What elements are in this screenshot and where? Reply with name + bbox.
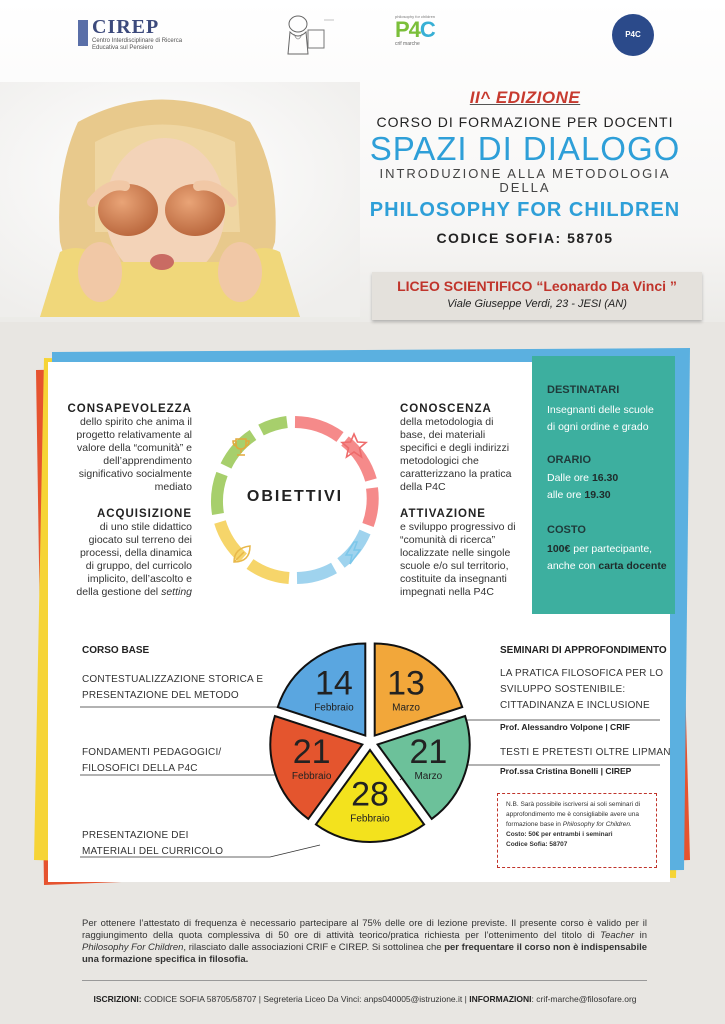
p4c-wordmark-a: P4 [395, 17, 420, 42]
p4c-logo [395, 14, 445, 60]
cirep-name: CIREP [92, 16, 160, 38]
costo-carta: carta docente [598, 560, 667, 572]
cirep-logo [78, 16, 188, 52]
nb-line-2: approfondimento me è consigliabile avere una [506, 811, 639, 818]
consapevolezza-line: mediato [154, 481, 192, 493]
orario-from-label: Dalle ore [547, 472, 592, 484]
p4c-small-text: philosophy for children [395, 14, 436, 19]
acquisizione-last-italic: setting [161, 586, 192, 598]
university-seal-logo [612, 14, 654, 56]
course-subtitle-2: PHILOSOPHY FOR CHILDREN [369, 199, 681, 221]
objectives-center-label: OBIETTIVI [246, 488, 344, 505]
seminar-2-professor: Prof.ssa Cristina Bonelli | CIREP [500, 766, 632, 776]
date-day-label: 21 [409, 732, 448, 771]
base-item-1 [82, 672, 263, 704]
contacts-line [80, 994, 650, 1004]
child-with-eggs-photo [0, 82, 360, 317]
attivazione-title: ATTIVAZIONE [400, 508, 486, 520]
costo-text [547, 541, 672, 575]
conoscenza-line: base, dei materiali [400, 429, 486, 441]
info-sidebox [532, 356, 675, 614]
venue-box [372, 272, 702, 320]
objective-consapevolezza [60, 403, 192, 494]
p4c-wordmark-b: C [419, 17, 435, 42]
acquisizione-line: di uno stile didattico [99, 521, 192, 533]
course-code: CODICE SOFIA: 58705 [436, 230, 614, 246]
seminar-item-2 [500, 745, 671, 761]
base-item-3 [82, 828, 223, 860]
acquisizione-last-text: della gestione del [76, 586, 162, 598]
orario-text [547, 470, 672, 504]
base-item-2-line-2: FILOSOFICI DELLA P4C [82, 763, 198, 774]
nb-line-3 [506, 820, 648, 830]
costo-anche: anche con [547, 560, 599, 572]
cirep-mark-icon [78, 20, 88, 46]
attendance-bold: per frequentare il corso non è indispensabile una formazione specifica in filosofia. [82, 942, 648, 965]
consapevolezza-line: valore della “comunità” e [77, 442, 192, 454]
seminar-1-professor: Prof. Alessandro Volpone | CRIF [500, 722, 630, 732]
orario-to-label: alle ore [547, 489, 585, 501]
edition-label: II^ EDIZIONE [469, 88, 581, 107]
nb-note-box [497, 793, 657, 868]
consapevolezza-title: CONSAPEVOLEZZA [67, 403, 192, 415]
seminar-item-1 [500, 666, 663, 714]
acquisizione-line-last [60, 586, 192, 599]
base-item-3-line-2: MATERIALI DEL CURRICOLO [82, 846, 224, 857]
dates-pie [250, 630, 490, 860]
consapevolezza-line: dell’apprendimento [103, 455, 192, 467]
iscrizioni-label: ISCRIZIONI: [93, 994, 142, 1004]
attivazione-line: scuole e/o sul territorio, [400, 560, 509, 572]
iscrizioni-text: CODICE SOFIA 58705/58707 | Segreteria Liceo Da Vinci: anps040005@istruzione.it | [141, 994, 470, 1004]
consapevolezza-line: progetto relativamente al [76, 429, 192, 441]
conoscenza-line: specifici e degli indirizzi [400, 442, 510, 454]
attivazione-line: costituite da insegnanti [400, 573, 507, 585]
seminar-item-1-line-3: CITTADINANZA E INCLUSIONE [500, 700, 650, 711]
orario-line-2 [547, 487, 672, 504]
date-month-label: Febbraio [350, 813, 390, 825]
date-day-label: 13 [387, 664, 425, 703]
destinatari-line-2: di ogni ordine e grado [547, 421, 649, 433]
costo-line-1 [547, 541, 672, 558]
lightning-icon [342, 540, 364, 571]
cirep-subtitle: Centro Interdisciplinare di Ricerca Educativa sul Pensiero [92, 38, 183, 51]
p4c-wordmark [395, 19, 445, 41]
trophy-icon [230, 436, 252, 463]
conoscenza-line: della metodologia di [400, 416, 494, 428]
attendance-note [82, 918, 647, 966]
objective-conoscenza [400, 403, 530, 494]
attivazione-line: “comunità di ricerca” [400, 534, 496, 546]
destinatari-line-1: Insegnanti delle scuole [547, 404, 654, 416]
attendance-italic-2: Philosophy For Children [82, 942, 184, 953]
date-month-label: Marzo [392, 702, 420, 714]
seal-text: P4C [625, 30, 641, 39]
nb-code: Codice Sofia: 58707 [506, 841, 568, 848]
base-item-1-line-2: PRESENTAZIONE DEL METODO [82, 690, 239, 701]
nb-line-3-italic: Philosophy for Children. [562, 821, 632, 828]
venue-name: LICEO SCIENTIFICO “Leonardo Da Vinci ” [397, 278, 677, 294]
seminar-item-1-line-1: LA PRATICA FILOSOFICA PER LO [500, 668, 664, 679]
acquisizione-title: ACQUISIZIONE [96, 508, 192, 520]
objective-attivazione [400, 508, 530, 599]
course-type: CORSO DI FORMAZIONE PER DOCENTI [376, 114, 674, 130]
orario-to-time: 19.30 [584, 489, 611, 501]
seminar-item-1-line-2: SVILUPPO SOSTENIBILE: [500, 684, 626, 695]
date-day-label: 28 [351, 775, 389, 814]
attivazione-line: localizzate nelle singole [400, 547, 511, 559]
seminar-item-2-line-1: TESTI E PRETESTI OLTRE LIPMAN [500, 747, 671, 758]
acquisizione-line: implicito, dell’ascolto e [87, 573, 192, 585]
nb-line-1: N.B. Sarà possibile iscriversi ai soli seminari di [506, 801, 641, 808]
corso-base-heading-text: CORSO BASE [82, 645, 150, 656]
course-title: SPAZI DI DIALOGO [369, 130, 681, 167]
attivazione-line: e sviluppo progressivo di [400, 521, 516, 533]
footer-divider [82, 980, 647, 981]
philosopher-sketch-logo [278, 10, 336, 58]
acquisizione-line: di gruppo, del curricolo [85, 560, 192, 572]
conoscenza-line: caratterizzano la pratica [400, 468, 512, 480]
base-item-3-line-1: PRESENTAZIONE DEI [82, 830, 189, 841]
orario-from-time: 16.30 [591, 472, 619, 484]
acquisizione-line: giocato sul terreno dei [88, 534, 192, 546]
costo-line-2 [547, 558, 672, 575]
date-month-label: Marzo [414, 770, 443, 782]
costo-price: 100€ [547, 543, 571, 555]
destinatari-text [547, 402, 672, 436]
conoscenza-title: CONOSCENZA [400, 403, 492, 415]
base-item-2 [82, 745, 221, 777]
attendance-text: Per ottenere l’attestato di frequenza è necessario partecipare al 75% delle ore di lezione previste. Il presente corso è valido per il raggiungimento della quota complessiva di 50 ore di attività teorico/pratica richiesta per l’ottenimento del titolo di [82, 918, 647, 941]
course-subtitle: INTRODUZIONE ALLA METODOLOGIA DELLA [379, 166, 671, 195]
date-month-label: Febbraio [314, 702, 354, 714]
course-title-block [360, 88, 690, 246]
conoscenza-line: della P4C [400, 481, 446, 493]
informazioni-text: : crif-marche@filosofare.org [531, 994, 637, 1004]
base-item-2-line-1: FONDAMENTI PEDAGOGICI/ [82, 747, 222, 758]
attendance-end: , rilasciato dalle associazioni CRIF e CIREP. Si sottolinea che [183, 942, 445, 953]
destinatari-heading: DESTINATARI [547, 384, 620, 396]
nb-line-3-text: formazione base in [506, 821, 563, 828]
base-item-1-line-1: CONTESTUALIZZAZIONE STORICA E [82, 674, 264, 685]
venue-address: Viale Giuseppe Verdi, 23 - JESI (AN) [447, 298, 627, 310]
p4c-foot-text: crif marche [395, 41, 420, 47]
conoscenza-line: metodologici che [400, 455, 479, 467]
date-day-label: 14 [315, 664, 353, 703]
orario-line-1 [547, 470, 672, 487]
costo-per: per partecipante, [570, 543, 653, 555]
leaf-icon [230, 542, 254, 571]
star-icon [340, 432, 368, 465]
informazioni-label: INFORMAZIONI [469, 994, 532, 1004]
acquisizione-line: processi, della dinamica [79, 547, 192, 559]
date-day-label: 21 [292, 732, 331, 771]
attendance-italic-1: Teacher [600, 930, 635, 941]
attendance-mid: in [634, 930, 647, 941]
orario-heading: ORARIO [547, 454, 591, 466]
date-month-label: Febbraio [291, 770, 332, 782]
nb-cost: Costo: 50€ per entrambi i seminari [506, 831, 613, 838]
objective-acquisizione [60, 508, 192, 599]
consapevolezza-line: significativo socialmente [78, 468, 192, 480]
costo-heading: COSTO [547, 524, 586, 536]
seminari-heading-text: SEMINARI DI APPROFONDIMENTO [500, 645, 667, 656]
attivazione-line: impegnati nella P4C [400, 586, 494, 598]
consapevolezza-line: dello spirito che anima il [79, 416, 192, 428]
